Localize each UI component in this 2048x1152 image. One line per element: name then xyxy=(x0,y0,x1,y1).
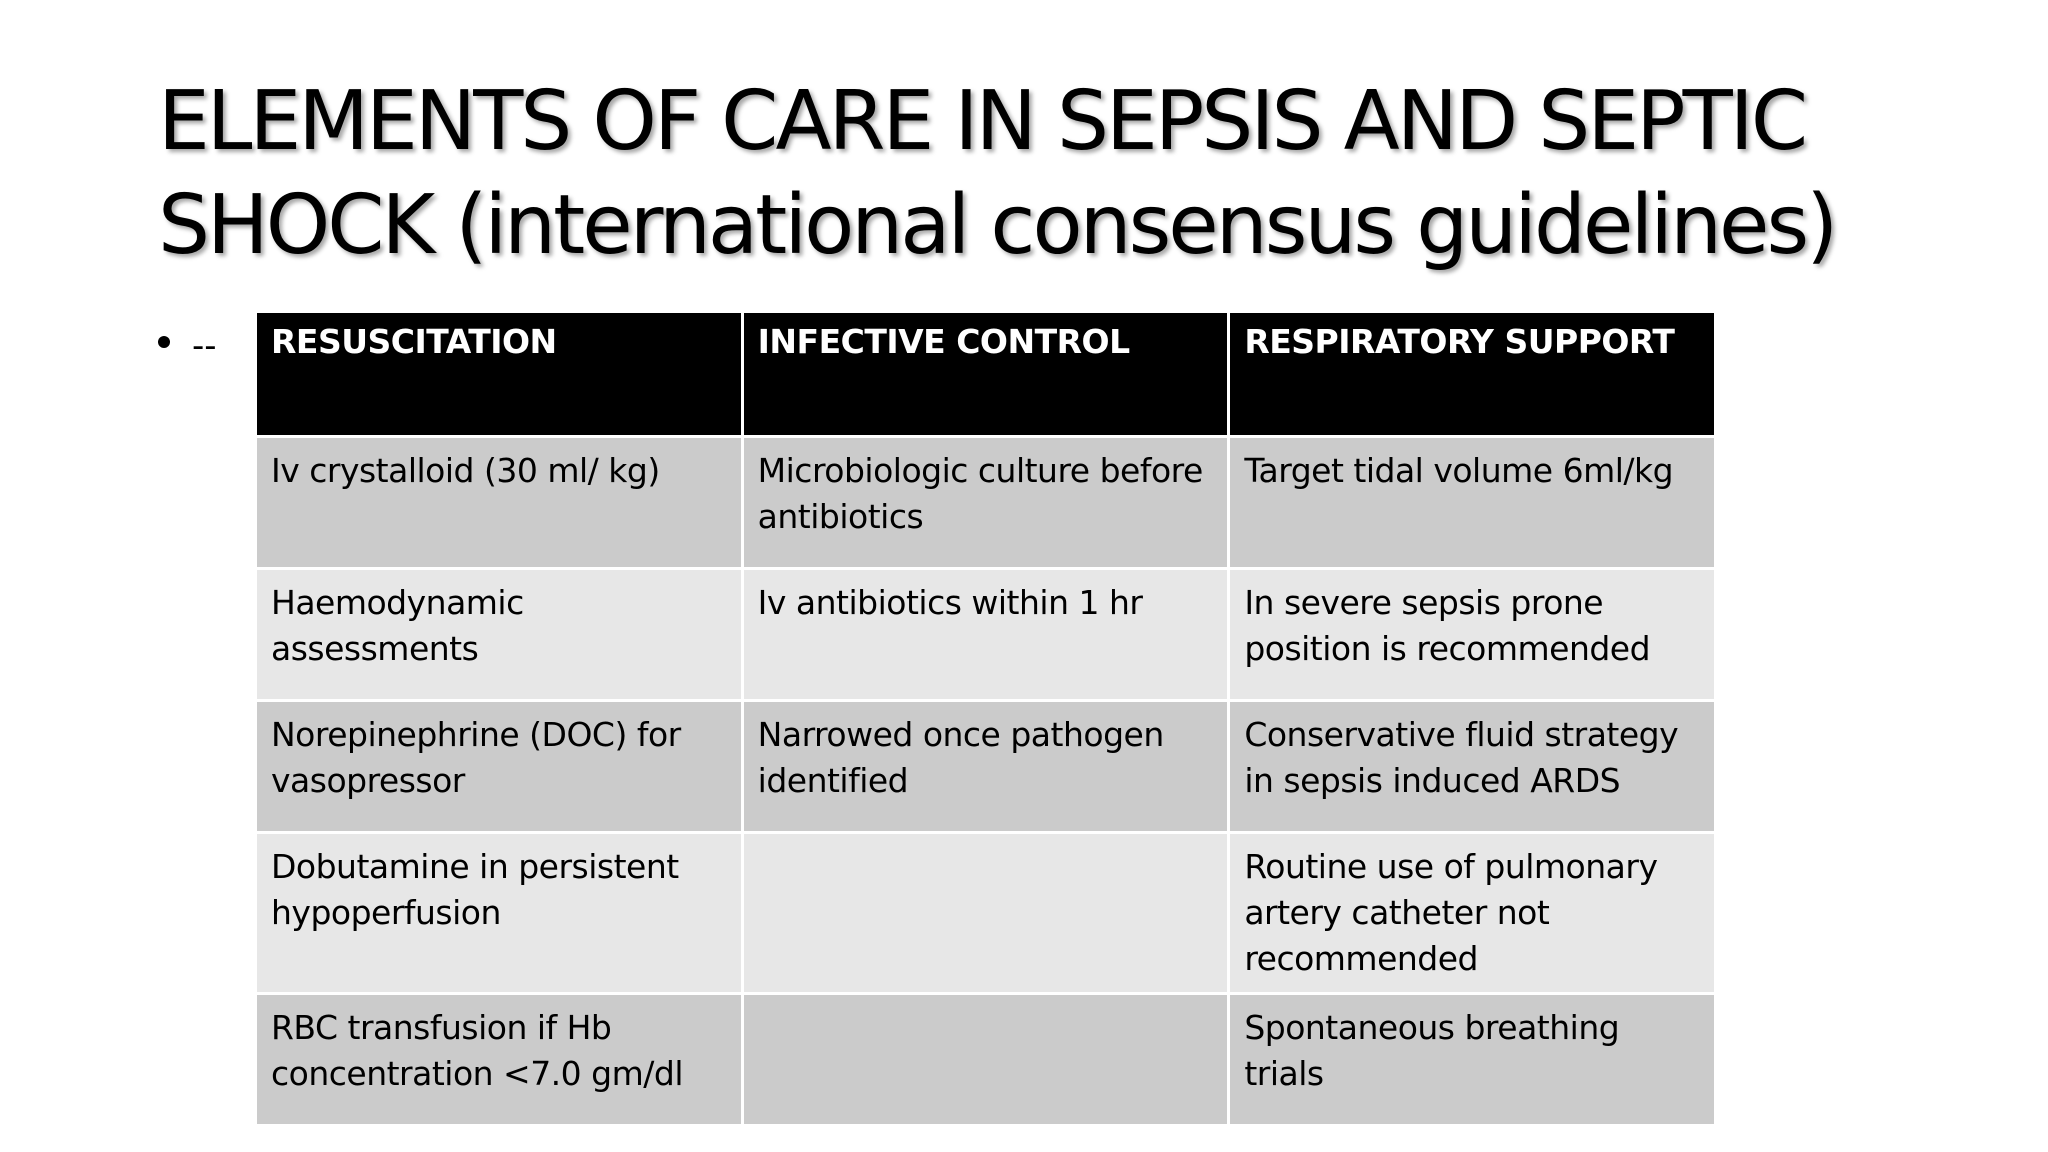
table-row xyxy=(256,833,1716,994)
table-cell: Norepinephrine (DOC) for vasopressor xyxy=(256,701,743,833)
header-respiratory-support: RESPIRATORY SUPPORT xyxy=(1229,312,1716,437)
table-cell: Iv antibiotics within 1 hr xyxy=(742,569,1229,701)
table-cell: Microbiologic culture before antibiotics xyxy=(742,437,1229,569)
table-header-row xyxy=(256,312,1716,437)
slide-title xyxy=(158,70,1858,278)
table-cell: In severe sepsis prone position is recommended xyxy=(1229,569,1716,701)
bullet-text: -- xyxy=(192,326,217,366)
header-infective-control: INFECTIVE CONTROL xyxy=(742,312,1229,437)
table-cell: Narrowed once pathogen identified xyxy=(742,701,1229,833)
bullet-item xyxy=(158,322,217,370)
table-cell: Dobutamine in persistent hypoperfusion xyxy=(256,833,743,994)
table-cell: RBC transfusion if Hb concentration <7.0 gm/dl xyxy=(256,994,743,1126)
table-row xyxy=(256,994,1716,1126)
table-cell: Haemodynamic assessments xyxy=(256,569,743,701)
table-cell: Routine use of pulmonary artery catheter not recommended xyxy=(1229,833,1716,994)
header-resuscitation: RESUSCITATION xyxy=(256,312,743,437)
table-row xyxy=(256,701,1716,833)
care-elements-table xyxy=(254,310,1717,1127)
table-cell: Target tidal volume 6ml/kg xyxy=(1229,437,1716,569)
title-line-1: ELEMENTS OF CARE IN SEPSIS AND SEPTIC xyxy=(158,74,1806,169)
title-line-2: SHOCK (international consensus guidelines) xyxy=(158,178,1836,273)
table-row xyxy=(256,569,1716,701)
table-cell xyxy=(742,833,1229,994)
bullet-dot-icon xyxy=(158,336,170,348)
table-cell: Iv crystalloid (30 ml/ kg) xyxy=(256,437,743,569)
table-row xyxy=(256,437,1716,569)
table-cell: Conservative fluid strategy in sepsis induced ARDS xyxy=(1229,701,1716,833)
table-cell: Spontaneous breathing trials xyxy=(1229,994,1716,1126)
table-cell xyxy=(742,994,1229,1126)
